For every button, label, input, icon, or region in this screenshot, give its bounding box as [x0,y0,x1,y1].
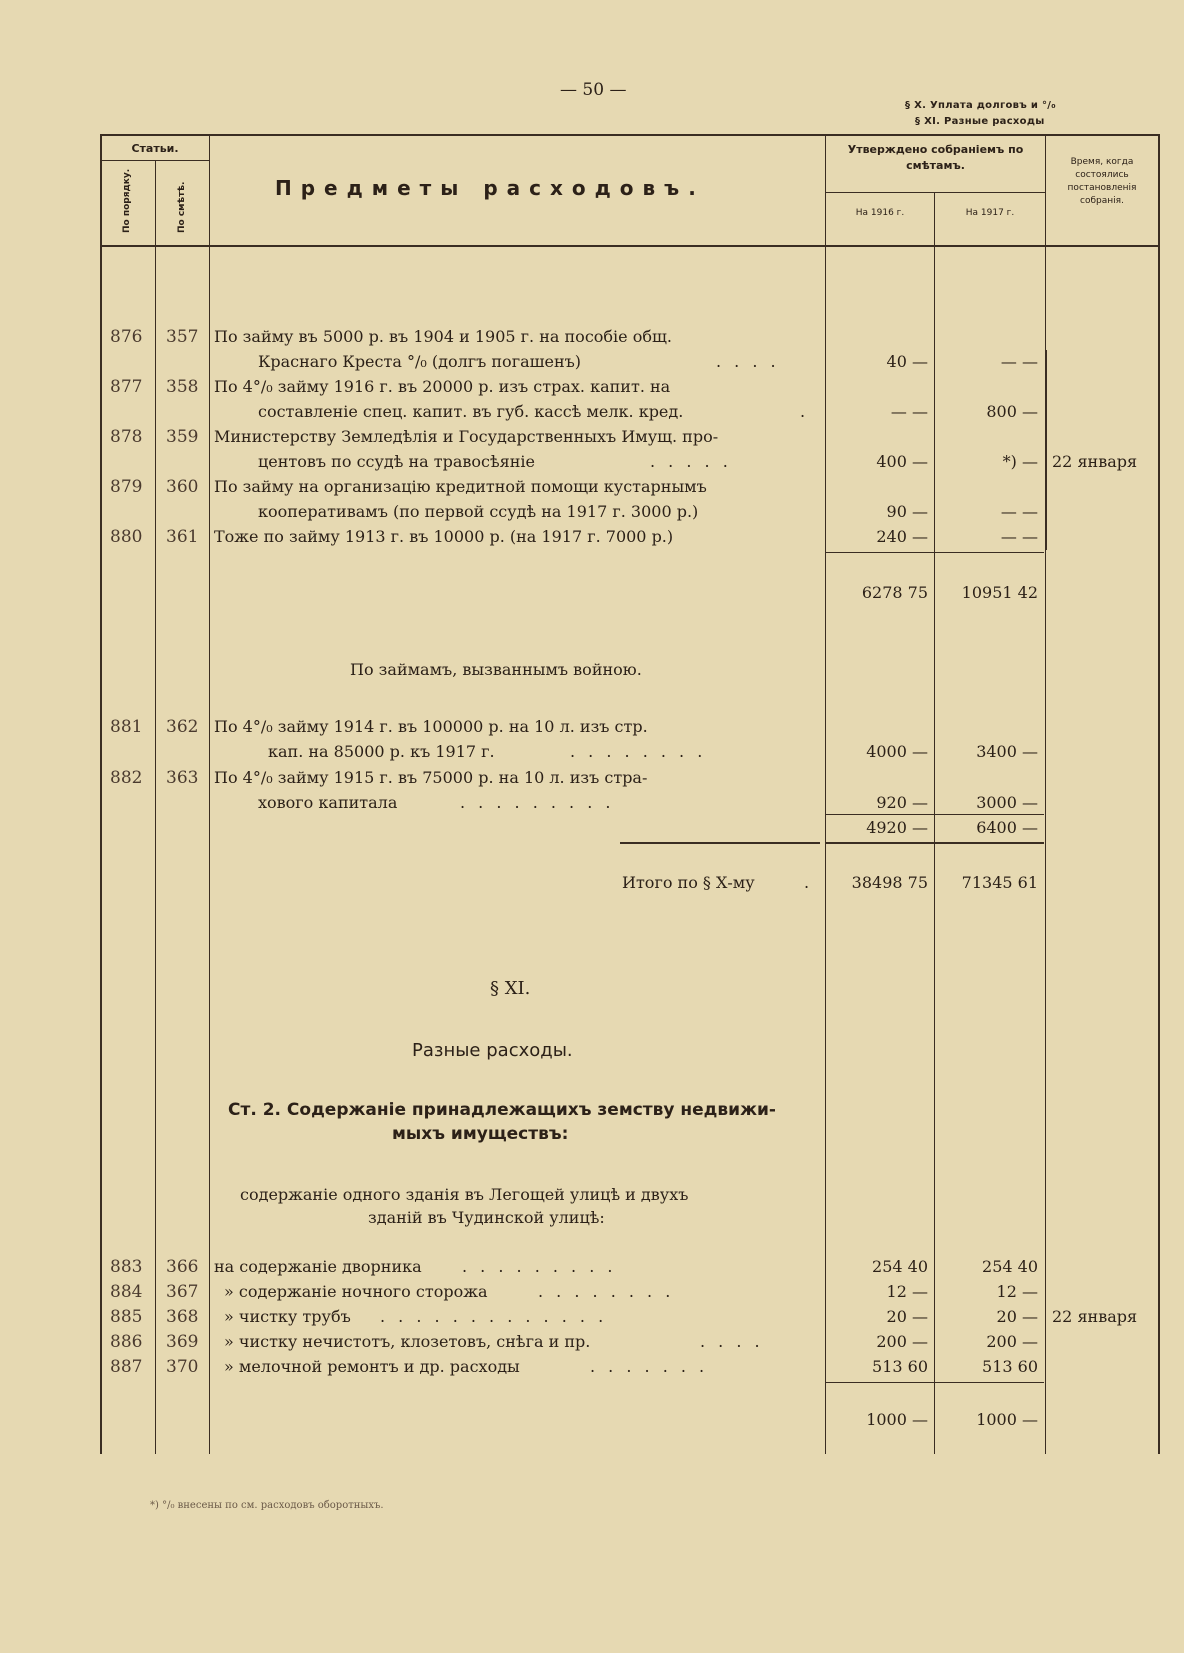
value-1917: — — [1000,527,1038,546]
leader-dots: . . . . . . . . [570,742,707,761]
row-number: 887 [110,1357,143,1377]
subtotal-1917: 10951 42 [961,583,1038,602]
estimate-number: 357 [166,327,199,347]
value-1917: 20 — [996,1307,1038,1326]
subtotal-rule [826,814,1044,815]
estimate-number: 361 [166,527,199,547]
value-1916: — — [890,402,928,421]
row-text: » содержаніе ночного сторожа [224,1282,488,1301]
estimate-number: 367 [166,1282,199,1302]
col-divider-5 [1045,134,1046,1454]
subtotal-1916: 4920 — [866,818,928,837]
row-line-2: составленіе спец. капит. въ губ. кассѣ мелк. кред. [258,402,684,421]
value-1916: 513 60 [872,1357,928,1376]
footnote: *) °/₀ внесены по см. расходовъ оборотныхъ. [150,1500,384,1511]
value-1917: — — [1000,502,1038,521]
leader-dots: . . . . . . . . . [462,1257,617,1276]
row-number: 883 [110,1257,143,1277]
estimate-number: 369 [166,1332,199,1352]
approved-underline [825,192,1045,193]
stati-underline [100,160,209,161]
row-number: 876 [110,327,143,347]
row-number: 878 [110,427,143,447]
total-1917: 1000 — [976,1410,1038,1429]
leader-dots: . . . . . . . . . . . . . [380,1307,608,1326]
value-1916: 400 — [876,452,928,471]
total-rule [826,842,1044,844]
row-number: 879 [110,477,143,497]
table-top-rule [100,134,1160,136]
value-1917: *) — [1002,452,1038,471]
war-loans-heading: По займамъ, вызваннымъ войною. [350,660,642,679]
section-title: Разные расходы. [412,1040,573,1061]
row-line-1: По 4°/₀ займу 1914 г. въ 100000 р. на 10 л. изъ стр. [214,717,648,736]
value-1916: 240 — [876,527,928,546]
header-title: Предметы расходовъ. [275,176,705,200]
value-1916: 4000 — [866,742,928,761]
divider-rule [620,842,820,844]
time-of-decision: 22 января [1052,1307,1138,1326]
row-text: на содержаніе дворника [214,1257,422,1276]
estimate-number: 362 [166,717,199,737]
row-number: 881 [110,717,143,737]
row-line-2: кооперативамъ (по первой ссудѣ на 1917 г. 3000 р.) [258,502,699,521]
leader-dots: . . . . . . . . . [460,793,615,812]
col-divider-1 [155,160,156,1454]
leader-dots: . . . . . . . . [538,1282,675,1301]
leader-dots: . [800,402,810,421]
value-1916: 20 — [886,1307,928,1326]
row-text: » чистку нечистотъ, клозетовъ, снѣга и пр. [224,1332,591,1351]
subtotal-1917: 6400 — [976,818,1038,837]
header-time-col: Время, когда состоялись постановленія собранія. [1067,157,1137,206]
article-heading-line-2: мыхъ имуществъ: [392,1124,569,1144]
header-po-poryadku: По порядку. [122,168,132,233]
leader-dots: . . . . [716,352,780,371]
value-1916: 200 — [876,1332,928,1351]
value-1917: 513 60 [982,1357,1038,1376]
row-line-1: По 4°/₀ займу 1916 г. въ 20000 р. изъ страх. капит. на [214,377,671,396]
row-line-1: Министерству Земледѣлія и Государственныхъ Имущ. про- [214,427,719,446]
estimate-number: 370 [166,1357,199,1377]
value-1916: 90 — [886,502,928,521]
itogo-label: Итого по § Х-му [622,873,755,892]
value-1917: 254 40 [982,1257,1038,1276]
subtotal-rule [826,552,1044,553]
description-line-2: зданій въ Чудинской улицѣ: [368,1208,605,1227]
itogo-1917: 71345 61 [961,873,1038,892]
row-number: 877 [110,377,143,397]
row-text: » мелочной ремонтъ и др. расходы [224,1357,520,1376]
row-line-1: По займу въ 5000 р. въ 1904 и 1905 г. на пособіе общ. [214,327,672,346]
header-col-1917: На 1917 г. [965,208,1015,218]
section-mark: § XI. [490,978,531,999]
leader-dots: . . . . . [650,452,732,471]
header-stati: Статьи. [131,142,179,155]
col-divider-2 [209,134,210,1454]
estimate-number: 363 [166,768,199,788]
header-bottom-rule [100,245,1160,247]
value-1917: — — [1000,352,1038,371]
right-border [1158,134,1160,1454]
estimate-number: 366 [166,1257,199,1277]
value-1917: 200 — [986,1332,1038,1351]
subtotal-rule [826,1382,1044,1383]
row-number: 885 [110,1307,143,1327]
value-1917: 12 — [996,1282,1038,1301]
value-1916: 920 — [876,793,928,812]
time-bracket [1046,350,1047,550]
estimate-number: 358 [166,377,199,397]
row-line-1: Тоже по займу 1913 г. въ 10000 р. (на 1917 г. 7000 р.) [214,527,674,546]
row-number: 880 [110,527,143,547]
value-1916: 12 — [886,1282,928,1301]
description-line-1: содержаніе одного зданія въ Легощей улицѣ и двухъ [240,1185,689,1204]
value-1916: 254 40 [872,1257,928,1276]
page-number: — 50 — [560,80,627,100]
header-approved: Утверждено собраніемъ по смѣтамъ. [847,143,1024,172]
value-1917: 3400 — [976,742,1038,761]
estimate-number: 359 [166,427,199,447]
estimate-number: 368 [166,1307,199,1327]
row-line-1: По 4°/₀ займу 1915 г. въ 75000 р. на 10 л. изъ стра- [214,768,648,787]
left-border [100,134,102,1454]
col-divider-3 [825,134,826,1454]
leader-dots: . [804,873,810,892]
row-line-2: Краснаго Креста °/₀ (долгъ погашенъ) [258,352,582,371]
value-1917: 800 — [986,402,1038,421]
row-number: 882 [110,768,143,788]
total-1916: 1000 — [866,1410,928,1429]
section-ref-1: § X. Уплата долговъ и °/₀ [905,100,1056,111]
row-number: 884 [110,1282,143,1302]
section-ref-2: § XI. Разные расходы [915,116,1045,127]
row-text: » чистку трубъ [224,1307,351,1326]
row-line-2: хового капитала [258,793,398,812]
header-col-1916: На 1916 г. [855,208,905,218]
row-line-2: центовъ по ссудѣ на травосѣяніе [258,452,535,471]
row-number: 886 [110,1332,143,1352]
article-heading-line-1: Ст. 2. Содержаніе принадлежащихъ земству недвижи- [228,1100,776,1120]
estimate-number: 360 [166,477,199,497]
subtotal-1916: 6278 75 [861,583,928,602]
time-of-decision: 22 января [1052,452,1138,471]
header-po-smete: По смѣтѣ. [177,181,187,233]
value-1917: 3000 — [976,793,1038,812]
row-line-1: По займу на организацію кредитной помощи кустарнымъ [214,477,707,496]
value-1916: 40 — [886,352,928,371]
row-line-2: кап. на 85000 р. къ 1917 г. [268,742,495,761]
itogo-1916: 38498 75 [851,873,928,892]
leader-dots: . . . . . . . [590,1357,709,1376]
leader-dots: . . . . [700,1332,764,1351]
col-divider-4 [934,192,935,1454]
